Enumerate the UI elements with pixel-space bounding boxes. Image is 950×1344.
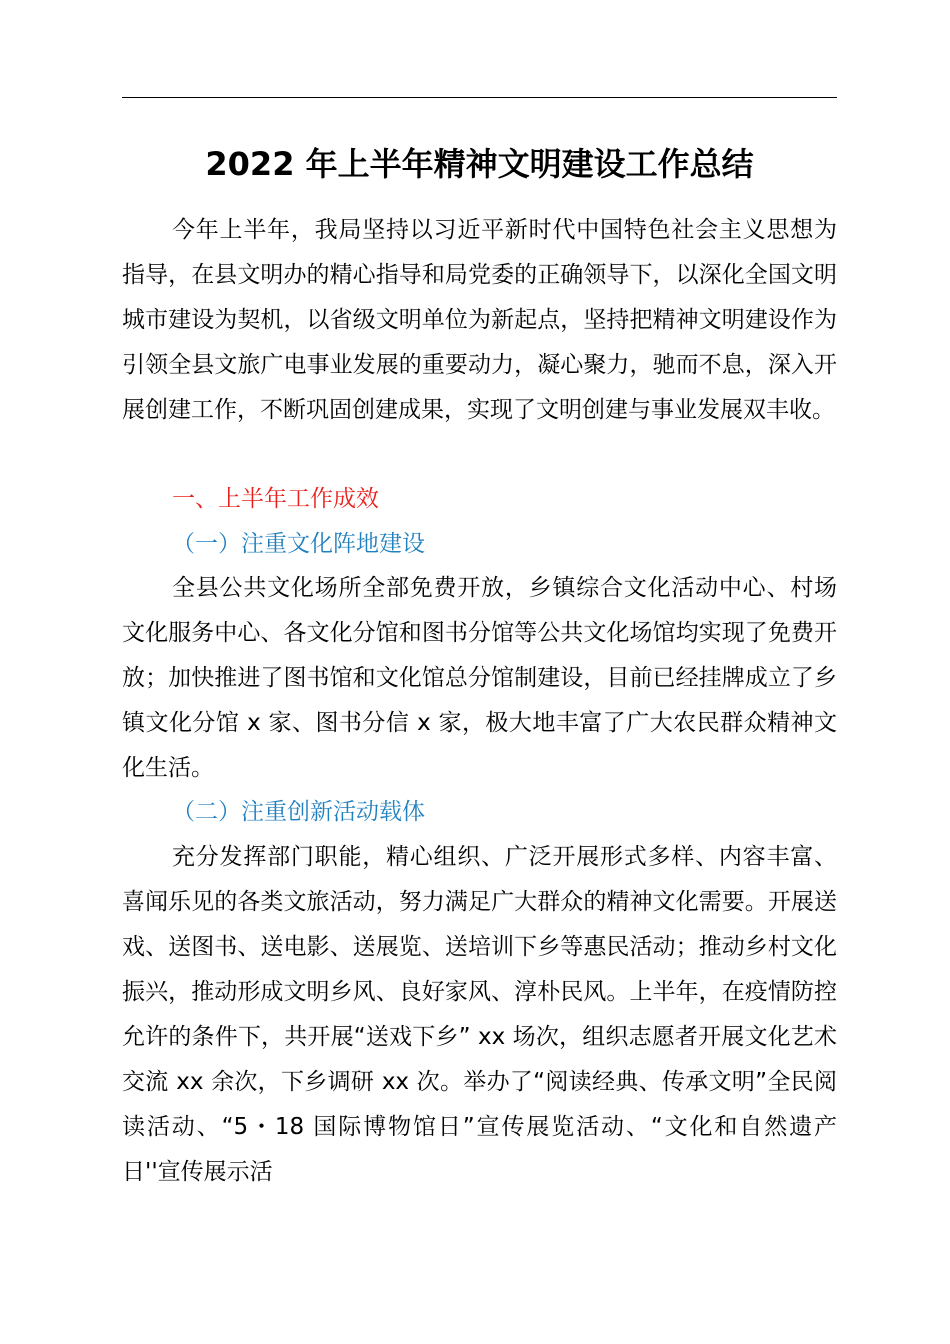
document-title: 2022 年上半年精神文明建设工作总结 (205, 145, 754, 183)
section-heading-achievements: 一、上半年工作成效 (172, 486, 379, 512)
cultural-venues-paragraph: 全县公共文化场所全部免费开放，乡镇综合文化活动中心、村场文化服务中心、各文化分馆和图书分馆等公共文化场馆均实现了免费开放；加快推进了图书馆和文化馆总分馆制建设，目前已经挂牌成立了乡镇文化分馆 x 家、图书分信 x 家，极大地丰富了广大农民群众精神文化生活。 (122, 575, 837, 781)
subsection-heading-activity-carriers: （二）注重创新活动载体 (172, 799, 425, 825)
header-rule (122, 97, 837, 98)
intro-paragraph: 今年上半年，我局坚持以习近平新时代中国特色社会主义思想为指导，在县文明办的精心指导和局党委的正确领导下，以深化全国文明城市建设为契机，以省级文明单位为新起点，坚持把精神文明建设作为引领全县文旅广电事业发展的重要动力，凝心聚力，驰而不息，深入开展创建工作，不断巩固创建成果，实现了文明创建与事业发展双丰收。 (122, 217, 837, 423)
activity-carriers-paragraph: 充分发挥部门职能，精心组织、广泛开展形式多样、内容丰富、喜闻乐见的各类文旅活动，努力满足广大群众的精神文化需要。开展送戏、送图书、送电影、送展览、送培训下乡等惠民活动；推动乡村文化振兴，推动形成文明乡风、良好家风、淳朴民风。上半年，在疫情防控允许的条件下，共开展“送戏下乡” xx 场次，组织志愿者开展文化艺术交流 xx 余次，下乡调研 xx 次。举办了“阅读经典、传承文明”全民阅读活动、“5・18 国际博物馆日”宣传展览活动、“文化和自然遗产日''宣传展示活 (122, 844, 837, 1185)
subsection-heading-cultural-venues: （一）注重文化阵地建设 (172, 531, 425, 557)
